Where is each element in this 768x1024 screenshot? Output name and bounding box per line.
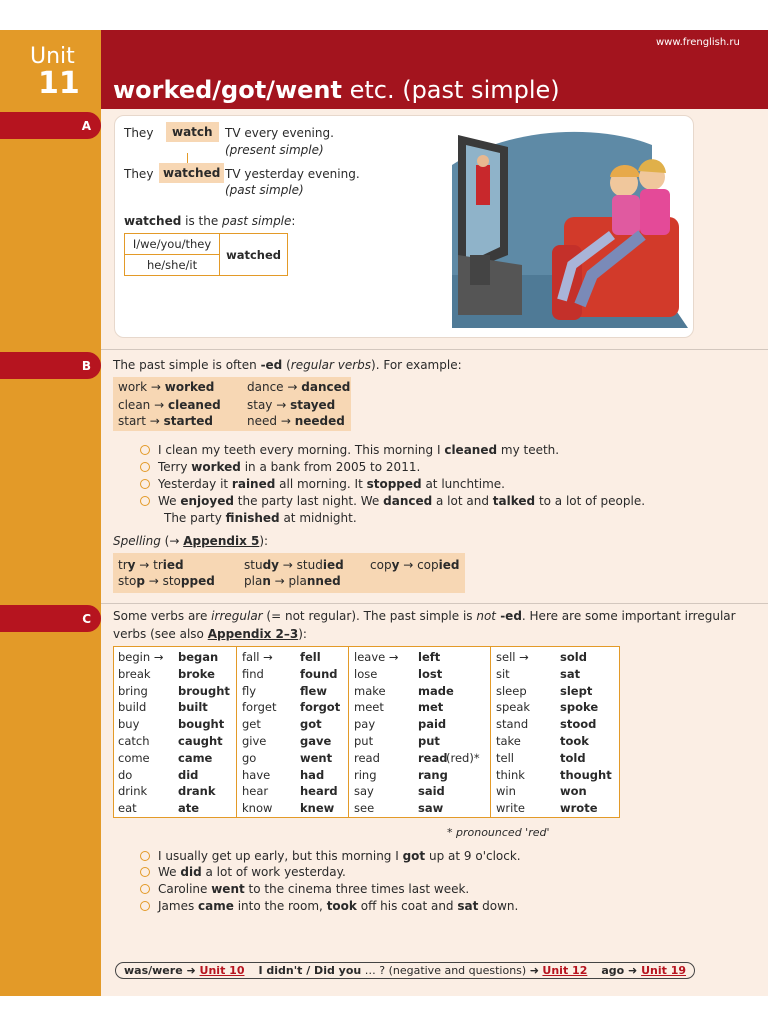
c-ex4-b: came bbox=[198, 899, 234, 913]
footer-links-bar bbox=[115, 962, 695, 979]
irregular-verb-base: begin → bbox=[118, 650, 164, 664]
regular-verb-1-base: work bbox=[118, 380, 148, 394]
b-ex4-d: danced bbox=[383, 494, 433, 508]
irregular-verb-base: drink bbox=[118, 784, 148, 799]
irregular-verb-row bbox=[118, 667, 248, 681]
irregular-verb-past: got bbox=[300, 717, 322, 732]
irregular-verb-row bbox=[118, 801, 248, 815]
irregular-verb-row bbox=[496, 700, 626, 714]
irregular-verb-row bbox=[242, 768, 372, 782]
b-ex3-c: all morning. It bbox=[275, 477, 367, 491]
irregular-verb-row bbox=[496, 734, 626, 748]
sp2-p2: ied bbox=[322, 558, 344, 572]
footnote: * pronounced 'red' bbox=[447, 826, 550, 839]
a-line1-rest: TV every evening. bbox=[225, 126, 334, 140]
pronoun-row-2: he/she/it bbox=[125, 255, 220, 276]
pronoun-row-1: I/we/you/they bbox=[125, 234, 220, 255]
irregular-verb-base: write bbox=[496, 801, 525, 816]
spelling-1: try → tried bbox=[118, 558, 184, 572]
spelling-4: stop → stopped bbox=[118, 574, 215, 588]
sp3-b1: cop bbox=[370, 558, 392, 572]
irregular-verb-base: fall → bbox=[242, 650, 273, 664]
irregular-verb-row bbox=[242, 734, 372, 748]
sp4-b1: sto bbox=[118, 574, 137, 588]
irregular-verb-base: win bbox=[496, 784, 516, 799]
irregular-verb-base: give bbox=[242, 734, 267, 748]
irregular-verb-row bbox=[496, 684, 626, 698]
irregular-verb-base: tell bbox=[496, 750, 514, 765]
irregular-verb-base: put bbox=[354, 734, 374, 748]
left-sidebar bbox=[0, 30, 101, 996]
footer-t2: I didn't / Did you bbox=[258, 964, 362, 977]
irregular-verb-base: catch bbox=[118, 734, 150, 748]
site-url[interactable]: www.frenglish.ru bbox=[656, 37, 740, 48]
b-intro-end: ). For example: bbox=[371, 358, 462, 372]
sp1-p1: tr bbox=[153, 558, 163, 572]
regular-verb-5-past: stayed bbox=[290, 398, 336, 412]
appendix-5-link[interactable]: Appendix 5 bbox=[183, 534, 260, 548]
irregular-verb-past: read bbox=[418, 750, 448, 765]
irregular-verb-past: had bbox=[300, 767, 325, 782]
irregular-verb-base: find bbox=[242, 666, 264, 681]
irregular-verb-base: do bbox=[118, 767, 133, 782]
irregular-verb-past: began bbox=[178, 650, 219, 664]
sp3-b2: y bbox=[391, 558, 400, 572]
a-line2-verb: watched bbox=[159, 163, 224, 183]
title-rest: etc. (past simple) bbox=[341, 76, 560, 104]
irregular-verb-past: said bbox=[418, 784, 445, 799]
spelling-2: study → studied bbox=[244, 558, 344, 572]
irregular-verb-past: stood bbox=[560, 717, 597, 732]
irregular-verb-row bbox=[354, 734, 484, 748]
c-i5: ): bbox=[298, 627, 307, 641]
irregular-verb-row bbox=[242, 801, 375, 816]
irregular-verb-row bbox=[242, 717, 372, 731]
irregular-verb-past: put bbox=[418, 734, 440, 748]
sp2-p1: stud bbox=[296, 558, 323, 572]
c-intro-line2 bbox=[113, 627, 307, 641]
irregular-verb-base: speak bbox=[496, 700, 531, 715]
irregular-verb-row bbox=[354, 700, 484, 714]
page-title bbox=[113, 76, 560, 104]
b-ex3-e: at lunchtime. bbox=[421, 477, 505, 491]
irregular-verb-past: went bbox=[300, 750, 333, 765]
irregular-verb-base: see bbox=[354, 801, 375, 816]
c-ex1-a: I usually get up early, but this morning I bbox=[158, 849, 403, 863]
irregular-verb-row bbox=[118, 700, 248, 714]
footer-t1: was/were ➜ bbox=[124, 964, 200, 977]
b-ex3-d: stopped bbox=[366, 477, 422, 491]
b-ex2-b: worked bbox=[191, 460, 241, 474]
irregular-verb-base: stand bbox=[496, 717, 529, 732]
unit-10-link[interactable]: Unit 10 bbox=[199, 964, 245, 977]
tv-couple-illustration bbox=[452, 125, 688, 328]
bullet-circle-icon bbox=[140, 867, 150, 877]
irregular-verb-past: flew bbox=[300, 683, 327, 698]
irregular-verb-row bbox=[496, 717, 626, 731]
irregular-verb-past: found bbox=[300, 666, 338, 681]
a-caption-italic: past simple bbox=[222, 214, 292, 228]
irregular-verb-base: come bbox=[118, 750, 150, 765]
sp1-b1: tr bbox=[118, 558, 128, 572]
b-ex1-a: I clean my teeth every morning. This morning I bbox=[158, 443, 445, 457]
irregular-verb-past: ate bbox=[178, 801, 200, 816]
regular-verb-2-base: clean bbox=[118, 398, 151, 412]
irregular-verb-row bbox=[496, 751, 626, 765]
irregular-verb-base: lose bbox=[354, 666, 378, 681]
regular-verb-4-past: danced bbox=[301, 380, 351, 394]
unit-19-link[interactable]: Unit 19 bbox=[641, 964, 687, 977]
irregular-verb-row bbox=[496, 784, 626, 798]
irregular-verb-past: made bbox=[418, 683, 454, 698]
irregular-verb-row bbox=[242, 650, 372, 664]
c-ex4-f: sat bbox=[457, 899, 479, 913]
irregular-verb-row bbox=[354, 768, 484, 782]
irregular-verb-base: sell → bbox=[496, 650, 529, 664]
section-tab-b: B bbox=[0, 352, 101, 379]
irregular-verb-base: fly bbox=[242, 683, 257, 698]
b-ex2-c: in a bank from 2005 to 2011. bbox=[240, 460, 421, 474]
b-ex5-b: finished bbox=[225, 511, 280, 525]
irregular-verb-row bbox=[118, 684, 248, 698]
spelling-3: copy → copied bbox=[370, 558, 460, 572]
b-ex2-a: Terry bbox=[158, 460, 192, 474]
c-ex4-c: into the room, bbox=[233, 899, 327, 913]
irregular-verb-past: knew bbox=[300, 801, 335, 816]
section-divider-b bbox=[101, 349, 768, 350]
footer-t4: ago ➜ bbox=[601, 964, 642, 977]
regular-verb-3-base: start bbox=[118, 414, 146, 428]
regular-verb-5-base: stay bbox=[247, 398, 273, 412]
irregular-verb-base: sleep bbox=[496, 683, 527, 698]
c-i-ed: -ed bbox=[496, 609, 522, 623]
irregular-verb-row bbox=[242, 684, 372, 698]
unit-number: 11 bbox=[38, 66, 80, 101]
b-example-1 bbox=[140, 443, 559, 457]
c-i2: (= not regular). The past simple is bbox=[262, 609, 477, 623]
regular-verb-2: clean → cleaned bbox=[118, 398, 221, 412]
sp5-b2: n bbox=[262, 574, 271, 588]
a-connector bbox=[187, 153, 188, 163]
irregular-verb-base: read bbox=[354, 750, 380, 765]
b-ex3-b: rained bbox=[231, 477, 276, 491]
b-ex5-c: at midnight. bbox=[279, 511, 357, 525]
bullet-circle-icon bbox=[140, 496, 150, 506]
a-line2-subject: They bbox=[124, 167, 154, 181]
irregular-verb-row bbox=[242, 667, 372, 681]
b-intro-bold: -ed bbox=[260, 358, 283, 372]
irregular-verb-row bbox=[354, 717, 484, 731]
irregular-verb-row bbox=[496, 768, 626, 782]
c-ex2-a: We bbox=[158, 865, 181, 879]
c-ex3-a: Caroline bbox=[158, 882, 212, 896]
b-ex4-c: the party last night. We bbox=[233, 494, 384, 508]
irregular-verb-past: lost bbox=[418, 666, 443, 681]
bullet-circle-icon bbox=[140, 462, 150, 472]
a-caption-rest: is the bbox=[181, 214, 223, 228]
bullet-circle-icon bbox=[140, 445, 150, 455]
b-example-3 bbox=[140, 477, 505, 491]
sp1-p2: ied bbox=[162, 558, 184, 572]
c-ex2-c: a lot of work yesterday. bbox=[201, 865, 346, 879]
irregular-verb-row bbox=[354, 650, 484, 664]
irregular-verb-past: built bbox=[178, 700, 208, 715]
irregular-verb-base: build bbox=[118, 700, 147, 715]
spelling-label-text: Spelling bbox=[113, 534, 161, 548]
b-example-5 bbox=[164, 511, 357, 525]
irregular-verb-past: paid bbox=[418, 717, 447, 732]
bullet-circle-icon bbox=[140, 479, 150, 489]
irregular-verb-base: get bbox=[242, 717, 261, 732]
irregular-verb-base: break bbox=[118, 666, 151, 681]
page-top-margin bbox=[0, 0, 768, 30]
irregular-verb-base: have bbox=[242, 767, 271, 782]
irregular-verb-base: know bbox=[242, 801, 273, 816]
irregular-verb-row bbox=[118, 734, 248, 748]
sp4-b2: p bbox=[136, 574, 145, 588]
irregular-verb-past: thought bbox=[560, 767, 612, 782]
irregular-verb-row bbox=[118, 768, 248, 782]
c-i3: . Here are some important irregular bbox=[521, 609, 736, 623]
sp4-p1: sto bbox=[162, 574, 181, 588]
c-i-not: not bbox=[476, 609, 497, 623]
regular-verb-3: start → started bbox=[118, 414, 213, 428]
irregular-verb-row bbox=[354, 751, 484, 765]
irregular-verb-base: bring bbox=[118, 683, 148, 698]
a-caption-end: : bbox=[291, 214, 296, 228]
regular-verb-4: dance → danced bbox=[247, 380, 351, 394]
b-ex4-f: talked bbox=[492, 494, 536, 508]
irregular-verb-row bbox=[118, 717, 248, 731]
sp2-b2: dy bbox=[262, 558, 279, 572]
irregular-verb-past: heard bbox=[300, 784, 338, 799]
page-bottom-margin bbox=[0, 996, 768, 1024]
b-example-4 bbox=[140, 494, 645, 508]
irregular-verb-base: hear bbox=[242, 784, 269, 799]
irregular-verb-base: make bbox=[354, 683, 386, 698]
irregular-verb-base: take bbox=[496, 734, 521, 748]
b-intro bbox=[113, 358, 462, 372]
a-line2-note: (past simple) bbox=[225, 183, 304, 197]
irregular-verb-row bbox=[242, 700, 372, 714]
section-tab-a: A bbox=[0, 112, 101, 139]
c-ex3-b: went bbox=[211, 882, 245, 896]
c-i-irregular: irregular bbox=[211, 609, 263, 623]
irregular-verb-row bbox=[242, 784, 372, 798]
c-example-3 bbox=[140, 882, 469, 896]
b-intro-italic: regular verbs bbox=[290, 358, 372, 372]
section-divider-c bbox=[101, 603, 768, 604]
irregular-verb-past: slept bbox=[560, 683, 593, 698]
irregular-verb-base: meet bbox=[354, 700, 384, 715]
irregular-verb-past: took bbox=[560, 734, 589, 748]
irregular-verb-row bbox=[354, 801, 484, 815]
sp5-p1: pla bbox=[288, 574, 307, 588]
read-pronunciation-note: (red)* bbox=[446, 750, 480, 765]
irregular-verb-row bbox=[118, 650, 248, 664]
c-example-4 bbox=[140, 899, 518, 913]
sp3-p1: cop bbox=[417, 558, 439, 572]
section-tab-c: C bbox=[0, 605, 101, 632]
irregular-verb-past: did bbox=[178, 767, 199, 782]
c-i4: verbs (see also bbox=[113, 627, 208, 641]
irregular-verb-past: met bbox=[418, 700, 444, 715]
regular-verb-5: stay → stayed bbox=[247, 398, 336, 412]
c-ex2-b: did bbox=[180, 865, 202, 879]
regular-verb-4-base: dance bbox=[247, 380, 284, 394]
a-line1-note: (present simple) bbox=[225, 143, 324, 157]
spelling-5: plan → planned bbox=[244, 574, 341, 588]
c-ex4-a: James bbox=[158, 899, 199, 913]
irregular-verb-row bbox=[118, 784, 248, 798]
regular-verb-2-past: cleaned bbox=[167, 398, 221, 412]
irregular-verb-base: forget bbox=[242, 700, 277, 715]
b-example-2 bbox=[140, 460, 420, 474]
appendix-2-3-link[interactable]: Appendix 2–3 bbox=[207, 627, 299, 641]
irregular-verb-base: ring bbox=[354, 767, 377, 782]
a-caption bbox=[124, 214, 295, 228]
irregular-verb-row bbox=[354, 667, 484, 681]
spelling-label bbox=[113, 534, 268, 548]
c-i1: Some verbs are bbox=[113, 609, 212, 623]
pronoun-value: watched bbox=[220, 234, 288, 276]
c-ex4-d: took bbox=[326, 899, 357, 913]
irregular-verb-past: rang bbox=[418, 767, 448, 782]
b-ex4-g: to a lot of people. bbox=[535, 494, 646, 508]
regular-verb-3-past: started bbox=[163, 414, 213, 428]
c-ex4-g: down. bbox=[478, 899, 519, 913]
irregular-verb-row bbox=[496, 801, 626, 815]
bullet-circle-icon bbox=[140, 851, 150, 861]
b-ex4-e: a lot and bbox=[432, 494, 493, 508]
b-ex1-c: my teeth. bbox=[497, 443, 560, 457]
sp5-p2: nned bbox=[306, 574, 341, 588]
c-ex4-e: off his coat and bbox=[356, 899, 458, 913]
irregular-verb-past: forgot bbox=[300, 700, 341, 715]
irregular-verb-row bbox=[354, 784, 484, 798]
a-caption-bold: watched bbox=[124, 214, 182, 228]
unit-label: Unit bbox=[30, 44, 75, 69]
irregular-verb-past: brought bbox=[178, 683, 230, 698]
irregular-verb-past: told bbox=[560, 750, 586, 765]
spelling-close: ): bbox=[259, 534, 269, 548]
b-ex5-a: The party bbox=[164, 511, 226, 525]
sp3-p2: ied bbox=[438, 558, 460, 572]
irregular-verb-past: saw bbox=[418, 801, 444, 816]
b-ex4-a: We bbox=[158, 494, 181, 508]
irregular-verb-past: fell bbox=[300, 650, 321, 664]
irregular-verb-past: caught bbox=[178, 734, 223, 748]
irregular-verb-row bbox=[496, 667, 626, 681]
b-ex4-b: enjoyed bbox=[180, 494, 234, 508]
regular-verb-6-base: need bbox=[247, 414, 277, 428]
regular-verb-6: need → needed bbox=[247, 414, 345, 428]
irregular-verb-past: gave bbox=[300, 734, 332, 748]
c-ex1-c: up at 9 o'clock. bbox=[425, 849, 521, 863]
b-ex1-b: cleaned bbox=[444, 443, 498, 457]
spelling-open: (→ bbox=[160, 534, 184, 548]
a-line2-rest: TV yesterday evening. bbox=[225, 167, 360, 181]
pronoun-table bbox=[124, 233, 288, 276]
c-ex3-c: to the cinema three times last week. bbox=[244, 882, 470, 896]
irregular-verb-base: say bbox=[354, 784, 374, 799]
unit-12-link[interactable]: Unit 12 bbox=[542, 964, 588, 977]
irregular-verb-base: buy bbox=[118, 717, 140, 732]
sp2-b1: stu bbox=[244, 558, 263, 572]
b-intro-mid: ( bbox=[282, 358, 291, 372]
bullet-circle-icon bbox=[140, 901, 150, 911]
irregular-verb-past: sold bbox=[560, 650, 587, 664]
b-ex3-a: Yesterday it bbox=[158, 477, 232, 491]
irregular-verb-base: pay bbox=[354, 717, 376, 732]
regular-verb-6-past: needed bbox=[294, 414, 345, 428]
a-line1-subject: They bbox=[124, 126, 154, 140]
c-example-1 bbox=[140, 849, 521, 863]
irregular-verb-past: came bbox=[178, 750, 213, 765]
a-line1-verb: watch bbox=[166, 122, 219, 142]
irregular-verb-past: wrote bbox=[560, 801, 598, 816]
irregular-verb-row bbox=[496, 650, 626, 664]
irregular-verb-row bbox=[354, 684, 484, 698]
irregular-verb-row bbox=[242, 751, 372, 765]
c-example-2 bbox=[140, 865, 346, 879]
sp1-b2: y bbox=[127, 558, 136, 572]
irregular-verb-base: eat bbox=[118, 801, 137, 816]
irregular-verb-row bbox=[118, 751, 248, 765]
b-intro-pre: The past simple is often bbox=[113, 358, 261, 372]
irregular-verb-past: won bbox=[560, 784, 587, 799]
sp5-b1: pla bbox=[244, 574, 263, 588]
irregular-verb-base: think bbox=[496, 767, 525, 782]
irregular-verb-past: bought bbox=[178, 717, 225, 732]
irregular-verb-past: spoke bbox=[560, 700, 599, 715]
irregular-verb-past: broke bbox=[178, 666, 215, 681]
bullet-circle-icon bbox=[140, 884, 150, 894]
irregular-verb-base: go bbox=[242, 750, 257, 765]
irregular-verb-base: leave → bbox=[354, 650, 399, 664]
title-bold: worked/got/went bbox=[113, 76, 342, 104]
irregular-verbs-table bbox=[113, 646, 620, 818]
c-ex1-b: got bbox=[402, 849, 426, 863]
irregular-verb-past: left bbox=[418, 650, 441, 664]
footer-t3: … ? (negative and questions) ➜ bbox=[361, 964, 543, 977]
c-intro-line1 bbox=[113, 609, 736, 623]
irregular-verb-base: sit bbox=[496, 666, 510, 681]
regular-verb-1-past: worked bbox=[164, 380, 215, 394]
irregular-verb-past: drank bbox=[178, 784, 216, 799]
regular-verb-1: work → worked bbox=[118, 380, 215, 394]
irregular-verb-past: sat bbox=[560, 666, 581, 681]
sp4-p2: pped bbox=[180, 574, 215, 588]
